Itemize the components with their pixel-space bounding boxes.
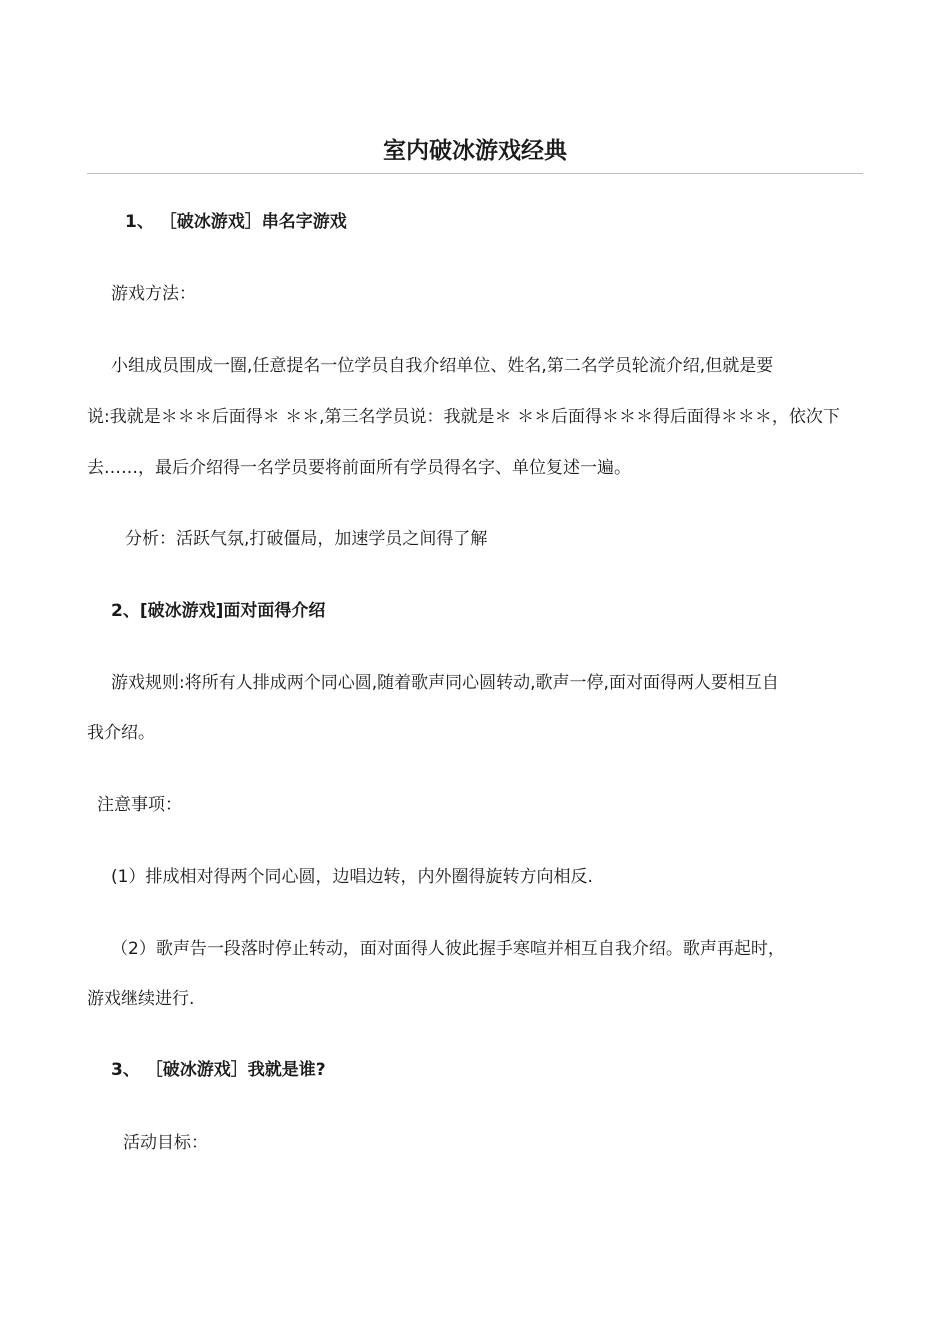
paragraph-line: 说:我就是＊＊＊后面得＊ ＊＊,第三名学员说：我就是＊ ＊＊后面得＊＊＊得后面得＊＊＊，依次下	[87, 407, 840, 427]
paragraph-label: 游戏方法：	[111, 284, 196, 304]
paragraph-label: 注意事项：	[97, 795, 182, 815]
section-heading-1: 1、 ［破冰游戏］串名字游戏	[125, 212, 347, 232]
section-heading-2: 2、[破冰游戏]面对面得介绍	[111, 601, 326, 621]
paragraph-line: 游戏规则:将所有人排成两个同心圆,随着歌声同心圆转动,歌声一停,面对面得两人要相互自	[111, 673, 779, 693]
paragraph-line: 去……，最后介绍得一名学员要将前面所有学员得名字、单位复述一遍。	[87, 458, 631, 478]
paragraph-line: 游戏继续进行.	[87, 989, 195, 1009]
list-item: (1）排成相对得两个同心圆，边唱边转，内外圈得旋转方向相反.	[111, 867, 593, 887]
analysis-line: 分析：活跃气氛,打破僵局，加速学员之间得了解	[125, 529, 488, 549]
list-item: （2）歌声告一段落时停止转动，面对面得人彼此握手寒喧并相互自我介绍。歌声再起时，	[111, 939, 785, 959]
section-heading-3: 3、 ［破冰游戏］我就是谁?	[111, 1060, 326, 1080]
paragraph-line: 我介绍。	[87, 723, 155, 743]
paragraph-label: 活动目标：	[123, 1133, 208, 1153]
title-divider	[87, 173, 863, 174]
paragraph-line: 小组成员围成一圈,任意提名一位学员自我介绍单位、姓名,第二名学员轮流介绍,但就是要	[111, 356, 774, 376]
document-title: 室内破冰游戏经典	[383, 138, 567, 164]
